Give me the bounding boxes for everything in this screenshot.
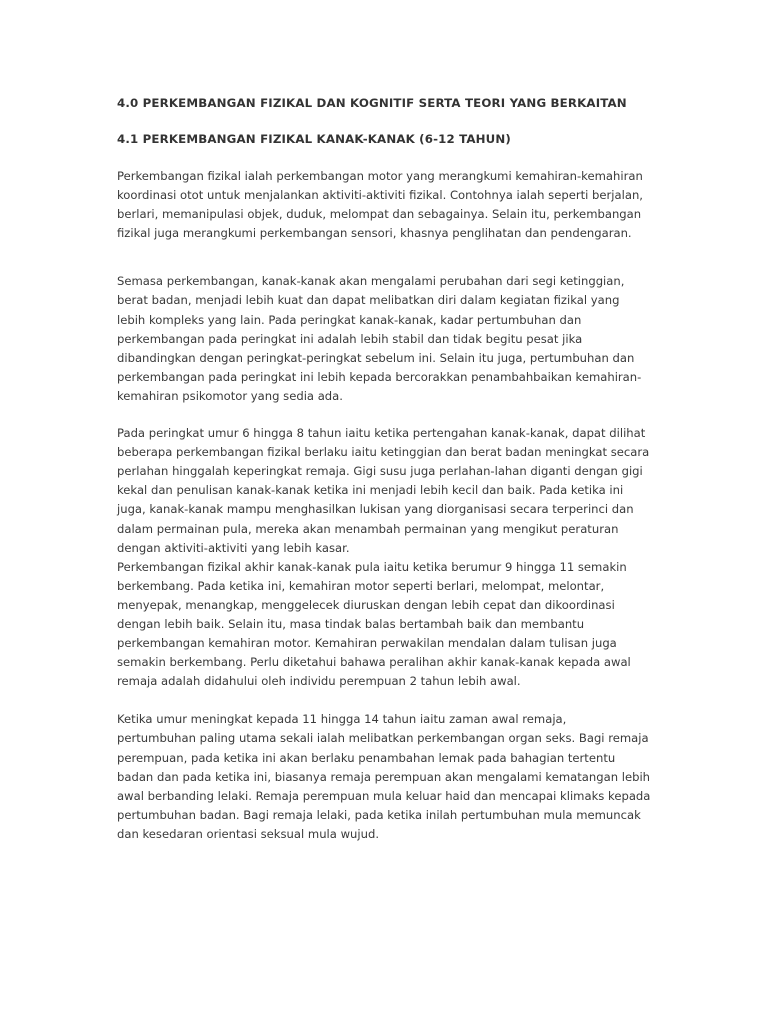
text-line: dan kesedaran orientasi seksual mula wujud. bbox=[117, 826, 380, 841]
text-line: perlahan hinggalah keperingkat remaja. Gigi susu juga perlahan-lahan diganti dengan gigi bbox=[117, 464, 643, 479]
text-line: badan dan pada ketika ini, biasanya remaja perempuan akan mengalami kematangan lebih bbox=[117, 769, 651, 784]
text-line: perkembangan pada peringkat ini lebih kepada bercorakkan penambahbaikan kemahiran- bbox=[117, 369, 642, 384]
paragraph-4 bbox=[117, 558, 657, 692]
text-line: berlari, memanipulasi objek, duduk, melompat dan sebagainya. Selain itu, perkembangan bbox=[117, 207, 642, 222]
text-line: Perkembangan fizikal ialah perkembangan motor yang merangkumi kemahiran-kemahiran bbox=[117, 169, 643, 183]
text-line: dengan lebih baik. Selain itu, masa tindak balas bertambah baik dan membantu bbox=[117, 616, 585, 631]
text-line: beberapa perkembangan fizikal berlaku iaitu ketinggian dan berat badan meningkat secara bbox=[117, 445, 650, 460]
text-line: pertumbuhan badan. Bagi remaja lelaki, pada ketika inilah pertumbuhan mula memuncak bbox=[117, 807, 641, 822]
text-line: dengan aktiviti-aktiviti yang lebih kasar. bbox=[117, 540, 350, 555]
text-line: pertumbuhan paling utama sekali ialah melibatkan perkembangan organ seks. Bagi remaja bbox=[117, 731, 649, 746]
text-line: Semasa perkembangan, kanak-kanak akan mengalami perubahan dari segi ketinggian, bbox=[117, 274, 625, 289]
text-line: Ketika umur meningkat kepada 11 hingga 14 tahun iaitu zaman awal remaja, bbox=[117, 712, 567, 727]
text-line: berat badan, menjadi lebih kuat dan dapat melibatkan diri dalam kegiatan fizikal yang bbox=[117, 293, 620, 308]
text-line: fizikal juga merangkumi perkembangan sensori, khasnya penglihatan dan pendengaran. bbox=[117, 226, 632, 241]
text-line: Pada peringkat umur 6 hingga 8 tahun iaitu ketika pertengahan kanak-kanak, dapat dilihat bbox=[117, 426, 646, 441]
text-line: remaja adalah didahului oleh individu perempuan 2 tahun lebih awal. bbox=[117, 674, 521, 689]
text-line: perempuan, pada ketika ini akan berlaku penambahan lemak pada bahagian tertentu bbox=[117, 750, 616, 765]
text-line: juga, kanak-kanak mampu menghasilkan lukisan yang diorganisasi secara terperinci dan bbox=[117, 502, 634, 517]
text-line: perkembangan kemahiran motor. Kemahiran perwakilan mendalan dalam tulisan juga bbox=[117, 636, 617, 651]
main-heading: 4.0 PERKEMBANGAN FIZIKAL DAN KOGNITIF SERTA TEORI YANG BERKAITAN bbox=[117, 96, 627, 110]
paragraph-3 bbox=[117, 424, 657, 558]
text-line: perkembangan pada peringkat ini adalah lebih stabil dan tidak begitu pesat jika bbox=[117, 331, 583, 346]
text-line: kemahiran psikomotor yang sedia ada. bbox=[117, 388, 343, 403]
text-line: Perkembangan fizikal akhir kanak-kanak pula iaitu ketika berumur 9 hingga 11 semakin bbox=[117, 559, 627, 574]
text-line: lebih kompleks yang lain. Pada peringkat kanak-kanak, kadar pertumbuhan dan bbox=[117, 312, 582, 327]
text-line: dibandingkan dengan peringkat-peringkat sebelum ini. Selain itu juga, pertumbuhan dan bbox=[117, 350, 635, 365]
text-line: semakin berkembang. Perlu diketahui bahawa peralihan akhir kanak-kanak kepada awal bbox=[117, 655, 631, 670]
text-line: dalam permainan pula, mereka akan menambah permainan yang mengikut peraturan bbox=[117, 521, 619, 536]
paragraph-5 bbox=[117, 710, 657, 844]
text-line: kekal dan penulisan kanak-kanak ketika ini menjadi lebih kecil dan baik. Pada ketika ini bbox=[117, 483, 624, 498]
text-line: menyepak, menangkap, menggelecek diuruskan dengan lebih cepat dan dikoordinasi bbox=[117, 597, 615, 612]
text-line: awal berbanding lelaki. Remaja perempuan mula keluar haid dan mencapai klimaks kepada bbox=[117, 788, 651, 803]
document-page bbox=[117, 95, 657, 844]
text-line: koordinasi otot untuk menjalankan aktiviti-aktiviti fizikal. Contohnya ialah seperti berjalan, bbox=[117, 188, 643, 203]
paragraph-2 bbox=[117, 272, 657, 406]
paragraph-1 bbox=[117, 167, 657, 243]
section-heading: 4.1 PERKEMBANGAN FIZIKAL KANAK-KANAK (6-12 TAHUN) bbox=[117, 132, 511, 146]
text-line: berkembang. Pada ketika ini, kemahiran motor seperti berlari, melompat, melontar, bbox=[117, 578, 605, 593]
